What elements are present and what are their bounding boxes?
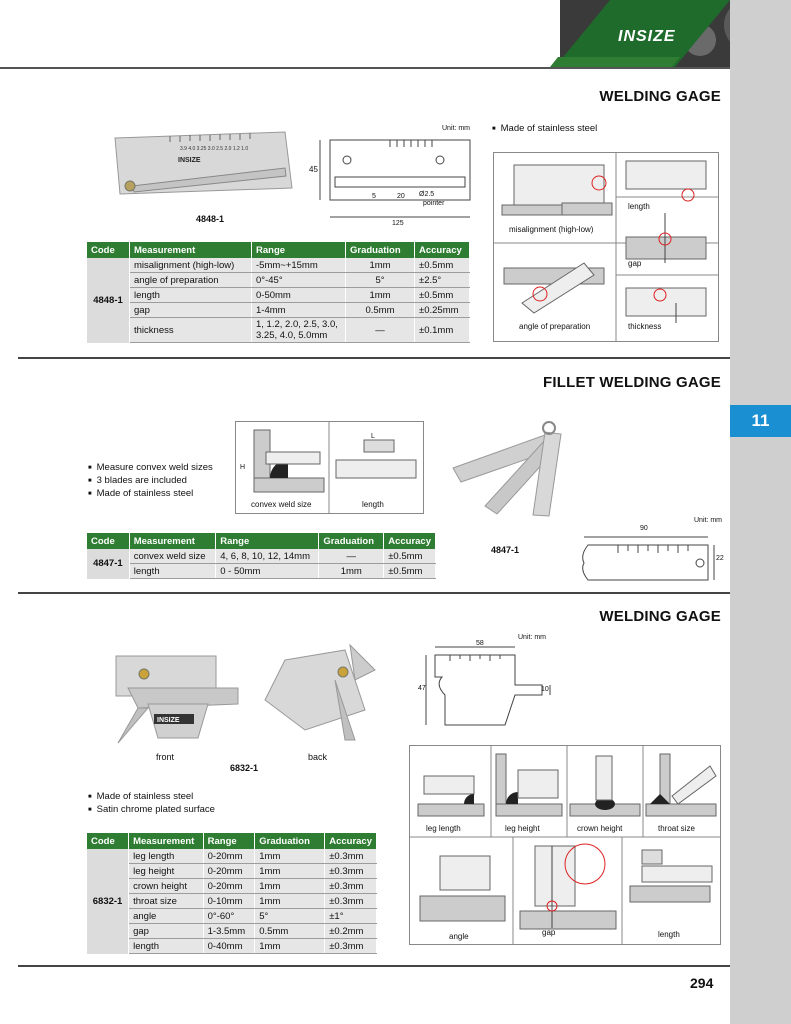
table-cell: ±0.3mm xyxy=(325,939,377,954)
table-header-cell: Range xyxy=(203,833,255,849)
table-row xyxy=(87,864,377,879)
table-header-cell: Measurement xyxy=(129,833,204,849)
feature-item: ■ 3 blades are included xyxy=(88,475,213,488)
view-label-front: front xyxy=(156,752,175,762)
caption-length-2: length xyxy=(362,500,384,509)
table-header-cell: Graduation xyxy=(346,242,415,258)
page-number: 294 xyxy=(690,975,714,991)
table-cell: 1mm xyxy=(346,258,415,273)
chapter-tab: 11 xyxy=(730,405,791,437)
table-cell: 1mm xyxy=(346,288,415,303)
usage-figure-panel-1 xyxy=(493,152,719,342)
table-code-cell: 4847-1 xyxy=(87,549,129,579)
caption-crown-height: crown height xyxy=(577,824,623,833)
table-cell: length xyxy=(129,564,216,579)
table-cell: 1mm xyxy=(255,849,325,864)
table-cell: 0 - 50mm xyxy=(216,564,319,579)
view-label-back: back xyxy=(308,752,328,762)
table-header-cell: Code xyxy=(87,533,129,549)
table-code-cell: 6832-1 xyxy=(87,849,129,954)
section-title-fillet-welding-gage: FILLET WELDING GAGE xyxy=(543,374,721,391)
section-title-welding-gage: WELDING GAGE xyxy=(599,88,721,105)
dimension-drawing-6832-1 xyxy=(420,635,560,730)
table-cell: throat size xyxy=(129,894,204,909)
product-photo-4848-1 xyxy=(110,128,300,203)
table-header-cell: Graduation xyxy=(255,833,325,849)
fig-letter-l: L xyxy=(371,433,375,440)
feature-item: ■ Made of stainless steel xyxy=(88,791,215,804)
caption-convex-weld-size: convex weld size xyxy=(251,500,312,509)
table-cell: ±0.25mm xyxy=(415,303,470,318)
table-cell: 1-3.5mm xyxy=(203,924,255,939)
svg-text:INSIZE: INSIZE xyxy=(178,157,201,164)
spec-table-4848-1 xyxy=(87,242,470,343)
feature-list-2 xyxy=(88,462,213,501)
unit-note-2: Unit: mm xyxy=(694,517,722,524)
section-divider-1 xyxy=(18,357,730,359)
table-cell: ±1° xyxy=(325,909,377,924)
feature-item: ■ Satin chrome plated surface xyxy=(88,804,215,817)
table-cell: 1mm xyxy=(255,864,325,879)
caption-length-3: length xyxy=(658,930,680,939)
table-cell: misalignment (high-low) xyxy=(130,258,252,273)
table-cell: convex weld size xyxy=(129,549,216,564)
table-cell: 0-50mm xyxy=(252,288,346,303)
table-row xyxy=(87,924,377,939)
product-photo-4847-1 xyxy=(445,410,575,520)
table-cell: 1mm xyxy=(255,939,325,954)
section-title-welding-gage-2: WELDING GAGE xyxy=(599,608,721,625)
table-row xyxy=(87,909,377,924)
table-cell: 0-20mm xyxy=(203,879,255,894)
table-cell: 0.5mm xyxy=(346,303,415,318)
table-cell: 0°-60° xyxy=(203,909,255,924)
dimension-drawing-4848-1 xyxy=(305,125,475,230)
caption-gap-3: gap xyxy=(542,928,556,937)
feature-item: ■ Measure convex weld sizes xyxy=(88,462,213,475)
caption-gap-1: gap xyxy=(628,259,642,268)
table-header-cell: Accuracy xyxy=(325,833,377,849)
table-cell: 1-4mm xyxy=(252,303,346,318)
table-code-cell: 4848-1 xyxy=(87,258,130,343)
dim-pointer-dia: Ø2.5 xyxy=(419,191,435,198)
table-cell: — xyxy=(319,549,384,564)
table-cell: ±2.5° xyxy=(415,273,470,288)
table-cell: thickness xyxy=(130,318,252,343)
dim-gap-b: 20 xyxy=(397,193,405,200)
product-code-6832-1: 6832-1 xyxy=(230,763,259,773)
product-code-4848-1: 4848-1 xyxy=(196,214,225,224)
table-header-cell: Range xyxy=(216,533,319,549)
table-row xyxy=(87,273,470,288)
unit-note-1: Unit: mm xyxy=(442,125,470,132)
table-cell: ±0.3mm xyxy=(325,849,377,864)
table-row xyxy=(87,564,436,579)
table-cell: ±0.3mm xyxy=(325,864,377,879)
table-header-cell: Range xyxy=(252,242,346,258)
header-rule xyxy=(0,67,730,69)
table-header-cell: Code xyxy=(87,833,129,849)
table-row xyxy=(87,303,470,318)
dim-pointer: pointer xyxy=(423,200,445,207)
table-cell: ±0.5mm xyxy=(415,258,470,273)
table-cell: length xyxy=(130,288,252,303)
chapter-sidebar xyxy=(730,0,791,1024)
table-cell: 0.5mm xyxy=(255,924,325,939)
caption-length-1: length xyxy=(628,202,650,211)
table-cell: — xyxy=(346,318,415,343)
feature-list-3 xyxy=(88,791,215,817)
fig-letter-h: H xyxy=(240,464,246,471)
table-header-row xyxy=(87,242,470,258)
table-cell: 0-20mm xyxy=(203,849,255,864)
table-header-row xyxy=(87,833,377,849)
dim-length-58: 58 xyxy=(476,640,484,647)
dimension-drawing-4847-1 xyxy=(578,525,723,585)
table-header-row xyxy=(87,533,436,549)
dim-height-22: 22 xyxy=(716,555,724,562)
table-cell: 0-10mm xyxy=(203,894,255,909)
table-row xyxy=(87,258,470,273)
table-row xyxy=(87,318,470,343)
dim-height-47: 47 xyxy=(418,685,426,692)
product-photo-6832-1-front xyxy=(108,648,243,748)
spec-table-4847-1 xyxy=(87,533,436,579)
caption-angle-of-preparation: angle of preparation xyxy=(519,322,591,331)
table-cell: ±0.2mm xyxy=(325,924,377,939)
dim-thickness-10: 10 xyxy=(541,686,549,693)
table-header-cell: Graduation xyxy=(319,533,384,549)
table-row xyxy=(87,849,377,864)
table-cell: ±0.5mm xyxy=(384,549,436,564)
table-cell: 5° xyxy=(255,909,325,924)
table-cell: 0-20mm xyxy=(203,864,255,879)
svg-text:INSIZE: INSIZE xyxy=(157,717,180,724)
table-cell: leg height xyxy=(129,864,204,879)
table-cell: 1mm xyxy=(255,879,325,894)
dim-length-90: 90 xyxy=(640,525,648,532)
table-cell: 0-40mm xyxy=(203,939,255,954)
feature-item: ■ Made of stainless steel xyxy=(492,123,597,136)
table-cell: gap xyxy=(130,303,252,318)
table-cell: -5mm~+15mm xyxy=(252,258,346,273)
table-cell: ±0.3mm xyxy=(325,894,377,909)
feature-item: ■ Made of stainless steel xyxy=(88,488,213,501)
product-photo-6832-1-back xyxy=(255,640,385,745)
table-header-cell: Accuracy xyxy=(384,533,436,549)
table-cell: 1, 1.2, 2.0, 2.5, 3.0, 3.25, 4.0, 5.0mm xyxy=(252,318,346,343)
caption-thickness: thickness xyxy=(628,322,662,331)
table-cell: crown height xyxy=(129,879,204,894)
table-cell: leg length xyxy=(129,849,204,864)
table-header-cell: Accuracy xyxy=(415,242,470,258)
table-header-cell: Code xyxy=(87,242,130,258)
table-cell: ±0.1mm xyxy=(415,318,470,343)
table-row xyxy=(87,939,377,954)
dim-height-45: 45 xyxy=(309,165,318,174)
brand-logo: INSIZE xyxy=(618,28,676,45)
table-cell: angle xyxy=(129,909,204,924)
table-header-cell: Measurement xyxy=(129,533,216,549)
section-divider-2 xyxy=(18,592,730,594)
table-cell: gap xyxy=(129,924,204,939)
table-cell: ±0.5mm xyxy=(384,564,436,579)
caption-throat-size: throat size xyxy=(658,824,695,833)
footer-divider xyxy=(18,965,730,967)
table-cell: 4, 6, 8, 10, 12, 14mm xyxy=(216,549,319,564)
table-row xyxy=(87,879,377,894)
caption-leg-length: leg length xyxy=(426,824,461,833)
caption-leg-height: leg height xyxy=(505,824,540,833)
dim-gap-a: 5 xyxy=(372,193,376,200)
table-cell: ±0.5mm xyxy=(415,288,470,303)
usage-figure-panel-3 xyxy=(409,745,721,945)
product-code-4847-1: 4847-1 xyxy=(491,545,520,555)
table-cell: angle of preparation xyxy=(130,273,252,288)
table-row xyxy=(87,288,470,303)
table-row xyxy=(87,894,377,909)
spec-table-6832-1 xyxy=(87,833,377,954)
caption-angle: angle xyxy=(449,932,469,941)
dim-length-125: 125 xyxy=(392,220,404,227)
feature-list-1 xyxy=(492,123,597,136)
caption-misalignment: misalignment (high-low) xyxy=(509,225,594,234)
table-row xyxy=(87,549,436,564)
table-cell: 5° xyxy=(346,273,415,288)
svg-text:3.9 4.0 3.25 3.0 2.5 2.0 1.2 1: 3.9 4.0 3.25 3.0 2.5 2.0 1.2 1.0 xyxy=(180,146,249,152)
table-cell: 0°-45° xyxy=(252,273,346,288)
unit-note-3: Unit: mm xyxy=(518,634,546,641)
table-cell: 1mm xyxy=(255,894,325,909)
table-cell: ±0.3mm xyxy=(325,879,377,894)
table-header-cell: Measurement xyxy=(130,242,252,258)
table-cell: 1mm xyxy=(319,564,384,579)
table-cell: length xyxy=(129,939,204,954)
